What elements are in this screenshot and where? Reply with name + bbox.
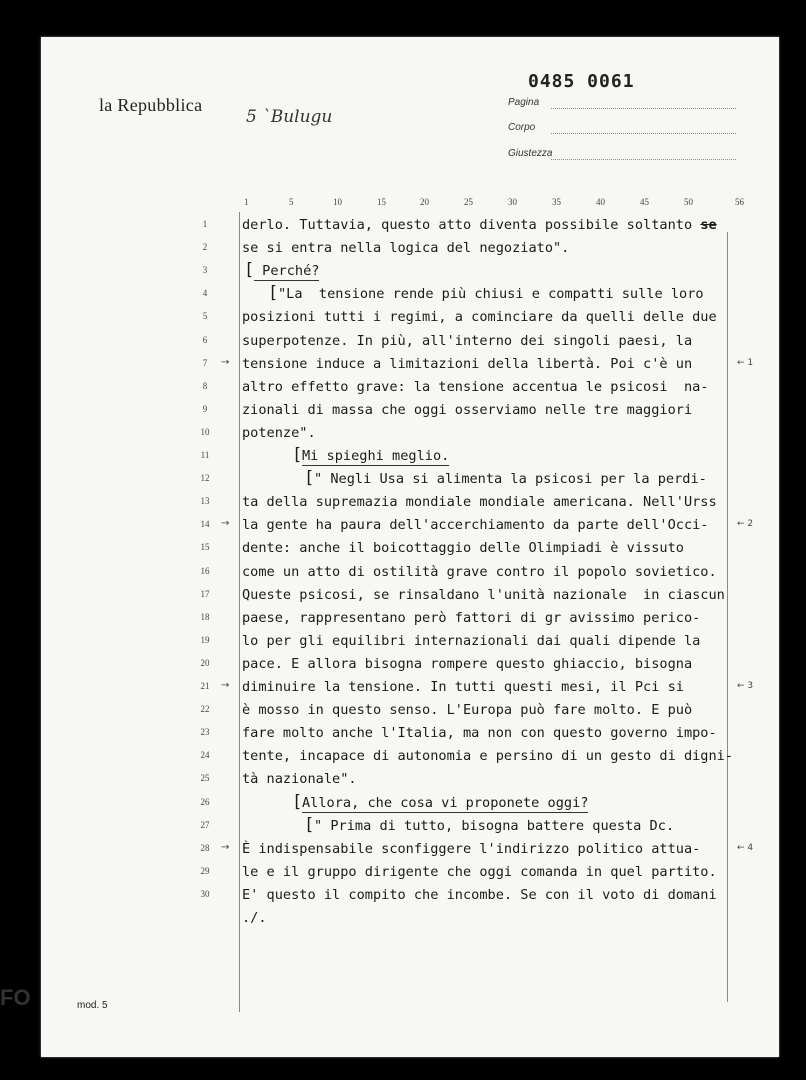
line-number: 1	[202, 219, 208, 229]
ruler-mark: 20	[420, 197, 429, 207]
line-arrow-icon: →	[221, 518, 230, 530]
line-number: 26	[200, 796, 210, 807]
line-number: 13	[200, 496, 210, 507]
form-model-label: mod. 5	[77, 1000, 108, 1011]
left-margin-rule	[239, 212, 240, 1012]
typed-line	[292, 791, 589, 812]
ruler-mark: 35	[552, 197, 561, 207]
typed-line-text: se si entra nella logica del negoziato".	[242, 240, 570, 257]
typed-line	[242, 333, 692, 349]
typed-line	[242, 217, 717, 233]
typed-line-text: la gente ha paura dell'accerchiamento da parte dell'Occi-	[242, 517, 709, 534]
typed-line-text: " Negli Usa si alimenta la psicosi per la perdi-	[314, 471, 707, 488]
watermark: FO	[0, 985, 31, 1010]
typed-line-text: ./.	[242, 910, 267, 926]
typed-line	[242, 356, 692, 372]
typed-line	[242, 771, 357, 787]
typed-line-text: lo per gli equilibri internazionali dai quali dipende la	[242, 632, 701, 649]
field-pagina-line	[551, 108, 736, 109]
typed-line-text: " Prima di tutto, bisogna battere questa Dc.	[314, 817, 675, 834]
ruler-mark: 25	[464, 197, 473, 207]
field-corpo-label: Corpo	[508, 122, 536, 133]
line-number: 11	[200, 450, 210, 460]
typed-line-text: diminuire la tensione. In tutti questi mesi, il Pci si	[242, 679, 684, 695]
line-number: 5	[202, 311, 208, 322]
typed-line-text: è mosso in questo senso. L'Europa può fare molto. E può	[242, 702, 693, 719]
line-arrow-icon: →	[221, 680, 230, 691]
line-number: 12	[200, 473, 210, 484]
typed-line	[242, 656, 692, 672]
ruler-mark: 15	[377, 197, 386, 207]
field-pagina-label: Pagina	[508, 97, 540, 108]
right-margin-rule	[727, 232, 728, 1002]
ruler-mark: 40	[596, 197, 605, 207]
typed-line	[244, 260, 320, 281]
line-number: 7	[202, 357, 208, 368]
typed-line-text: Queste psicosi, se rinsaldano l'unità nazionale in ciascun	[242, 586, 725, 603]
typed-line-text: paese, rappresentano però fattori di gr avissimo perico-	[242, 609, 701, 626]
line-number: 17	[200, 588, 210, 599]
typed-line-text: "La tensione rende più chiusi e compatti sulle loro	[278, 286, 704, 303]
line-number: 2	[202, 242, 208, 253]
typed-line-text: tà nazionale".	[242, 771, 357, 788]
typed-line	[242, 748, 733, 764]
typescript-page	[41, 37, 779, 1057]
paragraph-bracket: [	[244, 260, 255, 281]
typed-line-text: Mi spieghi meglio.	[302, 448, 450, 464]
line-number: 28	[200, 842, 210, 853]
typed-line-text: fare molto anche l'Italia, ma non con questo governo impo-	[242, 725, 717, 742]
line-arrow-icon: →	[221, 356, 230, 368]
ruler-mark: 30	[508, 197, 517, 207]
typed-line-text: È indispensabile sconfiggere l'indirizzo politico attua-	[242, 840, 701, 857]
typed-line-text: superpotenze. In più, all'interno dei singoli paesi, la	[242, 332, 693, 349]
typed-line	[242, 494, 717, 510]
line-number: 20	[200, 657, 210, 668]
line-number: 19	[200, 634, 210, 645]
line-number: 22	[200, 704, 210, 715]
paragraph-bracket: [	[292, 445, 303, 465]
line-number: 18	[200, 611, 210, 622]
typed-line-text: Perché?	[254, 263, 320, 280]
typed-line	[242, 910, 267, 926]
typed-line	[242, 402, 692, 418]
typed-line-text: altro effetto grave: la tensione accentua le psicosi na-	[242, 378, 709, 395]
handwritten-note: 5 `Bulugu	[246, 107, 333, 127]
typed-line	[304, 468, 707, 489]
line-number: 25	[200, 773, 210, 784]
typed-line-text: derlo. Tuttavia, questo atto diventa possibile soltanto	[242, 217, 701, 233]
line-number: 4	[202, 288, 208, 299]
margin-mark: ← 1	[737, 357, 754, 368]
typed-line	[242, 887, 717, 903]
paragraph-bracket: [	[304, 468, 315, 489]
typed-line	[242, 587, 725, 603]
line-number: 15	[200, 542, 210, 553]
typed-line	[242, 564, 717, 580]
typed-line-text: come un atto di ostilità grave contro il popolo sovietico.	[242, 563, 717, 580]
typed-line	[304, 814, 675, 835]
typed-line-text: pace. E allora bisogna rompere questo ghiaccio, bisogna	[242, 655, 693, 672]
typed-line	[242, 610, 700, 626]
line-number: 27	[200, 819, 210, 830]
paragraph-bracket: [	[268, 283, 279, 304]
typed-line-text: zionali di massa che oggi osserviamo nelle tre maggiori	[242, 401, 693, 418]
line-number: 16	[200, 565, 210, 576]
line-number: 29	[200, 865, 210, 876]
ruler-mark: 10	[333, 197, 342, 207]
typed-line	[242, 702, 692, 718]
typed-line-text: E' questo il compito che incombe. Se con il voto di domani	[242, 886, 717, 903]
typed-line	[242, 240, 569, 256]
margin-mark: ← 4	[737, 842, 754, 853]
typed-line-text: posizioni tutti i regimi, a cominciare da quelli delle due	[242, 309, 717, 326]
typed-line	[242, 517, 709, 533]
typed-line-text: tensione induce a limitazioni della libertà. Poi c'è un	[242, 355, 693, 372]
paragraph-bracket: [	[292, 791, 303, 812]
typed-line	[242, 633, 700, 649]
line-number: 14	[200, 519, 210, 530]
field-giustezza-label: Giustezza	[508, 148, 553, 159]
typed-line	[242, 540, 684, 556]
line-number: 9	[202, 403, 208, 414]
typed-line	[242, 841, 700, 857]
typed-line	[242, 309, 717, 325]
masthead: la Repubblica	[99, 95, 203, 115]
typed-line	[242, 864, 717, 880]
typed-line-text: ta della supremazia mondiale mondiale americana. Nell'Urss	[242, 494, 717, 511]
line-number: 21	[200, 681, 210, 691]
page-code: 0485 0061	[528, 71, 635, 92]
typed-line	[242, 679, 684, 695]
paragraph-bracket: [	[304, 814, 315, 835]
ruler-mark: 45	[640, 197, 649, 207]
typed-line-text: tente, incapace di autonomia e persino di un gesto di digni-	[242, 748, 734, 765]
ruler-mark: 1	[244, 197, 249, 207]
typed-line-text: Allora, che cosa vi proponete oggi?	[302, 794, 589, 811]
field-corpo-line	[551, 133, 736, 134]
typed-line	[242, 425, 316, 441]
typed-line-text: potenze".	[242, 424, 316, 441]
field-giustezza-line	[551, 159, 736, 160]
margin-mark: ← 3	[737, 681, 754, 691]
ruler-mark: 5	[289, 197, 294, 207]
line-number: 24	[200, 750, 210, 761]
typed-line	[292, 445, 450, 465]
line-number: 10	[200, 426, 210, 437]
typed-line	[268, 283, 704, 304]
line-number: 3	[202, 265, 208, 276]
ruler-mark: 56	[735, 197, 744, 207]
typed-line-text: le e il gruppo dirigente che oggi comanda in quel partito.	[242, 863, 717, 880]
typed-line	[242, 379, 709, 395]
typed-line	[242, 725, 717, 741]
ruler-mark: 50	[684, 197, 693, 207]
line-number: 30	[200, 888, 210, 899]
struck-text: se	[700, 217, 717, 233]
line-number: 8	[202, 380, 208, 391]
margin-mark: ← 2	[737, 519, 754, 530]
line-arrow-icon: →	[221, 841, 230, 853]
typed-line-text: dente: anche il boicottaggio delle Olimpiadi è vissuto	[242, 540, 684, 557]
line-number: 6	[202, 334, 208, 345]
line-number: 23	[200, 727, 210, 738]
